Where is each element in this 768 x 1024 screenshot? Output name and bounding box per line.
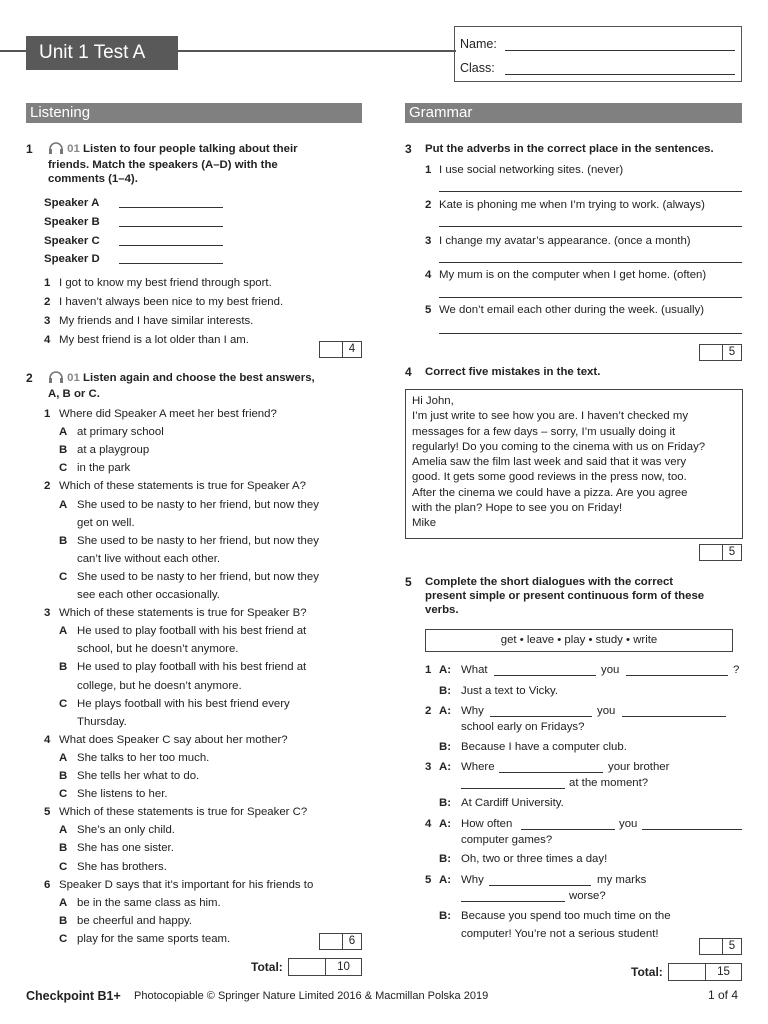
option-text-continued: see each other occasionally.: [77, 589, 220, 601]
speaker-label: Speaker B: [44, 216, 100, 228]
option-text[interactable]: She listens to her.: [77, 788, 168, 801]
option-letter[interactable]: A: [59, 896, 68, 909]
option-text-continued: can’t live without each other.: [77, 552, 221, 565]
answer-line[interactable]: [439, 191, 742, 192]
score-max: 4: [348, 343, 356, 355]
answer-line[interactable]: [439, 333, 742, 334]
score-box: [319, 933, 362, 950]
gap-field[interactable]: [494, 675, 596, 676]
dialogue-word: you: [601, 664, 620, 676]
option-text[interactable]: play for the same sports team.: [77, 932, 231, 945]
score-box: [699, 544, 742, 561]
question-number: 3: [405, 142, 412, 156]
option-text[interactable]: at primary school: [77, 426, 164, 439]
dialogue-reply: Because you spend too much time on the: [461, 910, 671, 922]
speaker-b-label: B:: [439, 853, 452, 865]
total-max: 15: [717, 966, 730, 978]
item-number: 3: [425, 235, 432, 247]
sentence-text: I use social networking sites. (never): [439, 164, 624, 176]
option-letter[interactable]: A: [59, 625, 68, 638]
email-line: Amelia saw the film last week and said that it was very: [412, 456, 687, 469]
option-letter[interactable]: A: [59, 751, 68, 764]
question-number: 2: [26, 371, 33, 385]
gap-field[interactable]: [626, 675, 728, 676]
item-number: 1: [44, 408, 51, 420]
option-text[interactable]: She’s an only child.: [77, 824, 175, 837]
item-number: 2: [425, 705, 432, 717]
score-input[interactable]: [700, 939, 723, 954]
option-text[interactable]: She used to be nasty to her friend, but now they: [77, 498, 319, 511]
answer-line[interactable]: [439, 297, 742, 298]
dialogue-word: you: [597, 705, 616, 717]
gap-field[interactable]: [499, 772, 603, 773]
score-input[interactable]: [320, 342, 343, 357]
instruction-line: Listen to four people talking about their: [83, 143, 298, 155]
item-number: 1: [425, 164, 432, 176]
option-letter[interactable]: B: [59, 842, 68, 855]
question-number: 4: [405, 365, 412, 379]
instruction-line: friends. Match the speakers (A–D) with the: [48, 159, 278, 171]
item-number: 4: [425, 818, 432, 830]
audio-track: 01: [67, 372, 80, 384]
speaker-answer-field[interactable]: [119, 263, 223, 264]
option-letter[interactable]: A: [59, 824, 68, 837]
instruction-line: Listen again and choose the best answers,: [83, 372, 315, 384]
option-text[interactable]: He plays football with his best friend every: [77, 697, 290, 710]
speaker-answer-field[interactable]: [119, 207, 223, 208]
q4-instruction: Correct five mistakes in the text.: [425, 366, 601, 378]
q2-instruction: [48, 371, 315, 401]
option-letter[interactable]: C: [59, 788, 68, 801]
unit-title: Unit 1 Test A: [26, 36, 178, 70]
dialogue-continuation: at the moment?: [569, 777, 649, 789]
total-box: [288, 958, 362, 976]
name-label: Name:: [460, 37, 497, 51]
score-box: [319, 341, 362, 358]
score-input[interactable]: [700, 545, 723, 560]
name-field[interactable]: [505, 50, 735, 51]
footer-copyright: Photocopiable © Springer Nature Limited 2016 & Macmillan Polska 2019: [134, 990, 489, 1002]
option-text[interactable]: She has one sister.: [77, 842, 174, 855]
gap-field[interactable]: [622, 716, 726, 717]
dialogue-reply: Because I have a computer club.: [461, 741, 627, 753]
headphones-icon: [48, 142, 64, 158]
question-text: Which of these statements is true for Speaker C?: [59, 806, 308, 819]
email-line: After the cinema we could have a pizza. Are you agree: [412, 486, 688, 499]
instruction-line: present simple or present continuous form of these: [425, 590, 705, 602]
dialogue-word: Why: [461, 874, 484, 886]
email-line: Hi John,: [412, 395, 454, 407]
dialogue-word: my marks: [597, 874, 647, 886]
item-number: 6: [44, 878, 51, 891]
comment-text: I haven’t always been nice to my best friend.: [59, 296, 284, 308]
option-text[interactable]: She used to be nasty to her friend, but now they: [77, 534, 319, 547]
option-letter[interactable]: C: [59, 697, 68, 710]
item-number: 3: [425, 761, 432, 773]
comment-text: I got to know my best friend through sport.: [59, 277, 272, 289]
dialogue-reply: Oh, two or three times a day!: [461, 853, 608, 865]
email-text-box: [405, 389, 743, 539]
item-number: 3: [44, 607, 51, 620]
option-letter[interactable]: B: [59, 444, 68, 457]
dialogue-word: your brother: [608, 761, 670, 773]
speaker-b-label: B:: [439, 910, 452, 922]
dialogue-word: What: [461, 664, 488, 676]
audio-track: 01: [67, 143, 80, 155]
option-letter[interactable]: B: [59, 534, 68, 547]
gap-field[interactable]: [521, 829, 615, 830]
speaker-label: Speaker C: [44, 235, 100, 247]
speaker-b-label: B:: [439, 741, 452, 753]
instruction-line: Complete the short dialogues with the correct: [425, 576, 674, 588]
item-number: 1: [44, 277, 51, 289]
item-number: 4: [425, 269, 432, 281]
speaker-a-label: A:: [439, 874, 452, 886]
instruction-line: A, B or C.: [48, 388, 100, 400]
q3-instruction: Put the adverbs in the correct place in the sentences.: [425, 143, 714, 155]
option-text[interactable]: at a playgroup: [77, 444, 150, 457]
option-text[interactable]: She talks to her too much.: [77, 751, 210, 764]
item-number: 4: [44, 334, 51, 346]
dialogue-reply: Just a text to Vicky.: [461, 685, 559, 697]
comment-text: My friends and I have similar interests.: [59, 315, 254, 327]
option-text[interactable]: He used to play football with his best friend at: [77, 625, 307, 638]
answer-line[interactable]: [439, 226, 742, 227]
dialogue-word: ?: [733, 664, 740, 676]
question-text: Which of these statements is true for Speaker B?: [59, 607, 307, 620]
email-line: I’m just write to see how you are. I haven’t checked my: [412, 410, 689, 423]
option-letter[interactable]: A: [59, 426, 68, 439]
class-label: Class:: [460, 61, 495, 75]
gap-field[interactable]: [642, 829, 742, 830]
instruction-line: verbs.: [425, 604, 459, 616]
score-max: 6: [348, 935, 356, 947]
speaker-a-label: A:: [439, 818, 452, 830]
total-max: 10: [337, 961, 350, 973]
option-text[interactable]: be cheerful and happy.: [77, 914, 193, 927]
dialogue-reply: At Cardiff University.: [461, 797, 564, 809]
comment-text: My best friend is a lot older than I am.: [59, 334, 249, 346]
option-text[interactable]: She used to be nasty to her friend, but now they: [77, 570, 319, 583]
dialogue-word: How often: [461, 818, 513, 830]
email-line: regularly! Do you coming to the cinema with us on Friday?: [412, 440, 706, 453]
dialogue-word: you: [619, 818, 638, 830]
gap-field[interactable]: [461, 788, 565, 789]
section-title: Listening: [30, 104, 91, 121]
question-number: 5: [405, 575, 412, 589]
page-number: 1 of 4: [708, 988, 739, 1002]
score-max: 5: [728, 940, 736, 952]
speaker-label: Speaker A: [44, 197, 100, 209]
speaker-answer-field[interactable]: [119, 226, 223, 227]
dialogue-continuation: worse?: [569, 890, 606, 902]
sentence-text: I change my avatar’s appearance. (once a month): [439, 235, 691, 247]
question-text: Which of these statements is true for Speaker A?: [59, 480, 306, 493]
dialogue-word: Where: [461, 761, 495, 773]
item-number: 4: [44, 733, 51, 746]
sentence-text: We don’t email each other during the week. (usually): [439, 304, 705, 316]
option-letter[interactable]: C: [59, 462, 68, 475]
score-box: [699, 344, 742, 361]
option-letter[interactable]: C: [59, 570, 68, 583]
verb-word-box: get • leave • play • study • write: [425, 629, 733, 652]
total-input[interactable]: [289, 959, 326, 975]
option-letter[interactable]: B: [59, 770, 68, 782]
option-letter[interactable]: C: [59, 860, 68, 873]
dialogue-continuation: computer games?: [461, 834, 553, 846]
email-line: good. It gets some good reviews in the press now, too.: [412, 471, 687, 484]
email-line: with the plan? Hope to see you on Friday!: [412, 502, 623, 515]
option-text[interactable]: She tells her what to do.: [77, 770, 200, 782]
item-number: 5: [425, 874, 432, 886]
option-text-continued: get on well.: [77, 516, 135, 529]
speaker-a-label: A:: [439, 761, 452, 773]
footer-brand: Checkpoint B1+: [26, 989, 121, 1003]
item-number: 5: [425, 304, 432, 316]
item-number: 1: [425, 664, 432, 676]
total-box: [668, 963, 742, 981]
question-number: 1: [26, 142, 33, 156]
dialogue-word: Why: [461, 705, 484, 717]
gap-field[interactable]: [489, 885, 591, 886]
sentence-text: My mum is on the computer when I get home. (often): [439, 269, 707, 281]
speaker-answer-field[interactable]: [119, 245, 223, 246]
section-grammar: [405, 103, 742, 123]
speaker-a-label: A:: [439, 664, 452, 676]
section-title: Grammar: [409, 104, 473, 121]
option-text-continued: college, but he doesn’t anymore.: [77, 679, 242, 692]
question-text: Speaker D says that it’s important for his friends to: [59, 878, 314, 891]
q5-instruction: [425, 575, 704, 617]
option-letter[interactable]: B: [59, 914, 68, 927]
item-number: 2: [44, 480, 51, 493]
option-letter[interactable]: A: [59, 498, 68, 511]
item-number: 5: [44, 806, 51, 819]
gap-field[interactable]: [490, 716, 592, 717]
section-listening: [26, 103, 362, 123]
gap-field[interactable]: [461, 901, 565, 902]
email-line: Mike: [412, 517, 437, 530]
answer-line[interactable]: [439, 262, 742, 263]
option-letter[interactable]: C: [59, 932, 68, 945]
question-text: What does Speaker C say about her mother?: [59, 733, 288, 746]
option-text[interactable]: in the park: [77, 462, 131, 475]
speaker-b-label: B:: [439, 797, 452, 809]
total-input[interactable]: [669, 964, 706, 980]
name-class-box: [454, 26, 742, 82]
headphones-icon: [48, 371, 64, 387]
dialogue-continuation: school early on Fridays?: [461, 721, 585, 733]
score-max: 5: [728, 346, 736, 358]
total-label: Total:: [251, 960, 283, 974]
option-letter[interactable]: B: [59, 661, 68, 674]
item-number: 2: [44, 296, 51, 308]
score-input[interactable]: [320, 934, 343, 949]
class-field[interactable]: [505, 74, 735, 75]
option-text[interactable]: She has brothers.: [77, 860, 167, 873]
option-text[interactable]: be in the same class as him.: [77, 896, 221, 909]
email-line: messages for a few days – sorry, I’m usually doing it: [412, 425, 676, 438]
item-number: 2: [425, 199, 432, 211]
score-box: [699, 938, 742, 955]
option-text-continued: Thursday.: [77, 715, 127, 728]
q1-instruction: [48, 142, 298, 186]
score-input[interactable]: [700, 345, 723, 360]
score-max: 5: [728, 546, 736, 558]
option-text[interactable]: He used to play football with his best friend at: [77, 661, 307, 674]
dialogue-reply: computer! You’re not a serious student!: [461, 928, 659, 940]
speaker-b-label: B:: [439, 685, 452, 697]
speaker-label: Speaker D: [44, 253, 100, 265]
question-text: Where did Speaker A meet her best friend?: [59, 408, 277, 420]
sentence-text: Kate is phoning me when I’m trying to work. (always): [439, 199, 705, 211]
speaker-a-label: A:: [439, 705, 452, 717]
total-label: Total:: [631, 965, 663, 979]
instruction-line: comments (1–4).: [48, 173, 138, 185]
item-number: 3: [44, 315, 51, 327]
option-text-continued: school, but he doesn’t anymore.: [77, 643, 239, 656]
